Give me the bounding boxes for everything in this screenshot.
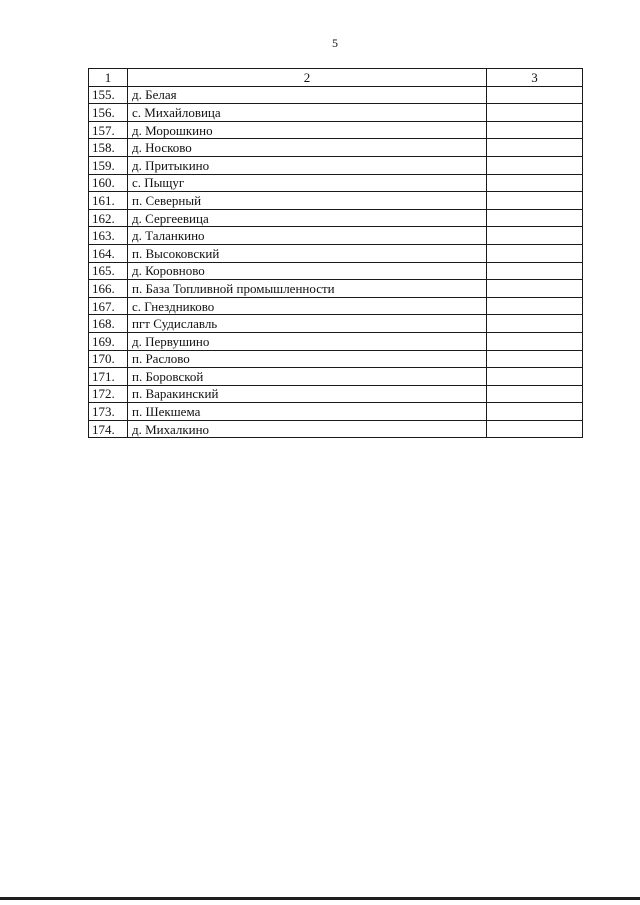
table-row: [89, 244, 583, 262]
settlement-name-cell: д. Первушино: [128, 332, 487, 350]
table-row: [89, 104, 583, 122]
settlement-name-cell: пгт Судиславль: [128, 315, 487, 333]
settlement-name-cell: п. Раслово: [128, 350, 487, 368]
column-3-cell: [487, 86, 583, 104]
table-row: [89, 192, 583, 210]
table-row: [89, 174, 583, 192]
table-row: [89, 262, 583, 280]
settlement-name-cell: д. Сергеевица: [128, 209, 487, 227]
column-3-cell: [487, 385, 583, 403]
table-body: [89, 69, 583, 438]
table-row: [89, 86, 583, 104]
table-row: [89, 315, 583, 333]
row-number-cell: 174.: [89, 420, 128, 438]
header-cell-3: 3: [487, 69, 583, 87]
settlement-name-cell: д. Таланкино: [128, 227, 487, 245]
column-3-cell: [487, 332, 583, 350]
row-number-cell: 172.: [89, 385, 128, 403]
column-3-cell: [487, 420, 583, 438]
row-number-cell: 167.: [89, 297, 128, 315]
column-3-cell: [487, 156, 583, 174]
table-row: [89, 420, 583, 438]
settlement-name-cell: с. Гнездниково: [128, 297, 487, 315]
row-number-cell: 156.: [89, 104, 128, 122]
column-3-cell: [487, 262, 583, 280]
row-number-cell: 169.: [89, 332, 128, 350]
row-number-cell: 173.: [89, 403, 128, 421]
settlement-name-cell: д. Морошкино: [128, 121, 487, 139]
column-3-cell: [487, 192, 583, 210]
settlement-name-cell: п. Варакинский: [128, 385, 487, 403]
column-3-cell: [487, 315, 583, 333]
column-3-cell: [487, 403, 583, 421]
table-header-row: [89, 69, 583, 87]
table-row: [89, 227, 583, 245]
column-3-cell: [487, 350, 583, 368]
page-number: 5: [332, 36, 338, 50]
row-number-cell: 163.: [89, 227, 128, 245]
row-number-cell: 165.: [89, 262, 128, 280]
table-row: [89, 139, 583, 157]
table-row: [89, 385, 583, 403]
row-number-cell: 155.: [89, 86, 128, 104]
table-row: [89, 332, 583, 350]
settlement-name-cell: д. Белая: [128, 86, 487, 104]
settlements-table: [88, 68, 583, 438]
column-3-cell: [487, 280, 583, 298]
settlement-name-cell: д. Михалкино: [128, 420, 487, 438]
bottom-scan-edge: [0, 897, 640, 900]
header-cell-2: 2: [128, 69, 487, 87]
column-3-cell: [487, 139, 583, 157]
settlement-name-cell: с. Михайловица: [128, 104, 487, 122]
row-number-cell: 166.: [89, 280, 128, 298]
table-row: [89, 209, 583, 227]
settlement-name-cell: п. Северный: [128, 192, 487, 210]
table-row: [89, 121, 583, 139]
row-number-cell: 168.: [89, 315, 128, 333]
row-number-cell: 162.: [89, 209, 128, 227]
settlement-name-cell: с. Пыщуг: [128, 174, 487, 192]
settlement-name-cell: п. База Топливной промышленности: [128, 280, 487, 298]
row-number-cell: 158.: [89, 139, 128, 157]
column-3-cell: [487, 174, 583, 192]
column-3-cell: [487, 227, 583, 245]
settlement-name-cell: д. Коровново: [128, 262, 487, 280]
row-number-cell: 159.: [89, 156, 128, 174]
column-3-cell: [487, 121, 583, 139]
column-3-cell: [487, 297, 583, 315]
column-3-cell: [487, 368, 583, 386]
header-cell-1: 1: [89, 69, 128, 87]
table-row: [89, 297, 583, 315]
row-number-cell: 170.: [89, 350, 128, 368]
table-row: [89, 403, 583, 421]
column-3-cell: [487, 244, 583, 262]
table-row: [89, 156, 583, 174]
settlement-name-cell: д. Носково: [128, 139, 487, 157]
row-number-cell: 171.: [89, 368, 128, 386]
settlement-name-cell: п. Шекшема: [128, 403, 487, 421]
settlement-name-cell: п. Высоковский: [128, 244, 487, 262]
settlement-name-cell: п. Боровской: [128, 368, 487, 386]
settlement-name-cell: д. Притыкино: [128, 156, 487, 174]
row-number-cell: 160.: [89, 174, 128, 192]
row-number-cell: 161.: [89, 192, 128, 210]
column-3-cell: [487, 209, 583, 227]
row-number-cell: 164.: [89, 244, 128, 262]
column-3-cell: [487, 104, 583, 122]
row-number-cell: 157.: [89, 121, 128, 139]
table-row: [89, 280, 583, 298]
table-row: [89, 350, 583, 368]
table-row: [89, 368, 583, 386]
